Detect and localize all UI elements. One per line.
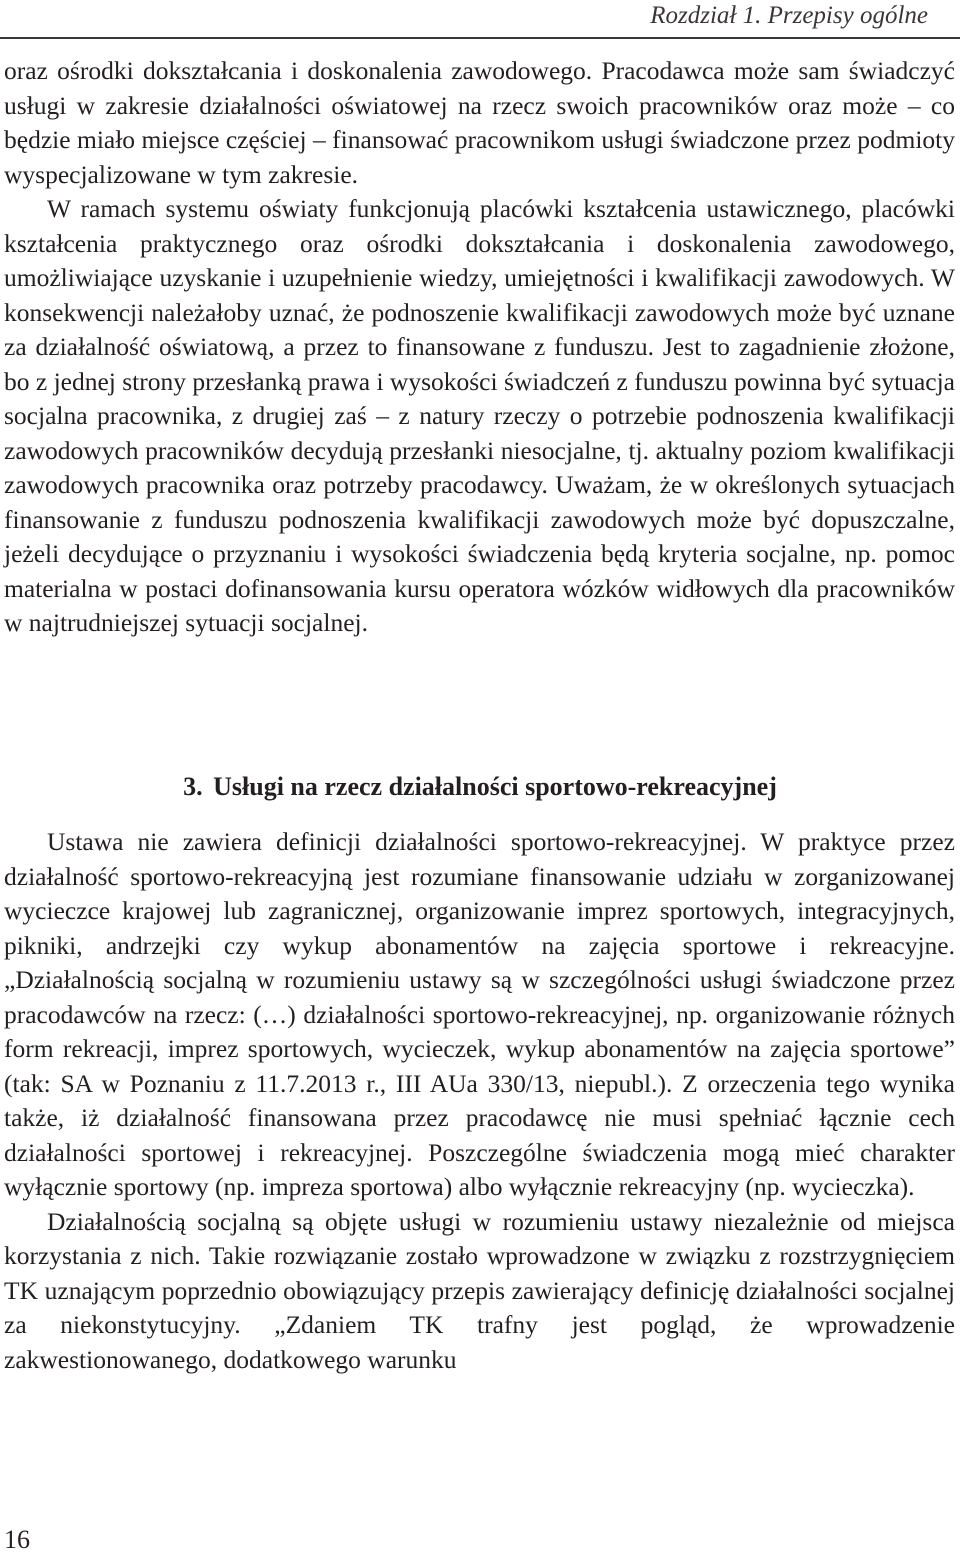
paragraph: Ustawa nie zawiera definicji działalności sportowo-rekreacyjnej. W praktyce przez działalność sportowo-rekreacyjną jest rozumiane finansowanie udziału w zorganizowanej wycieczce krajowej lub zagranicznej, organizowanie imprez sportowych, integracyjnych, pikniki, andrzejki czy wykup abonamentów na zajęcia sportowe i rekreacyjne. „Działalnością socjalną w rozumieniu ustawy są w szczególności usługi świadczone przez pracodawców na rzecz: (…) działalności sportowo-rekreacyjnej, np. organizowanie różnych form rekreacji, imprez sportowych, wycieczek, wykup abonamentów na zajęcia sportowe” (tak: SA w Poznaniu z 11.7.2013 r., III AUa 330/13, niepubl.). Z orzeczenia tego wynika także, iż działalność finansowana przez pracodawcę nie musi spełniać łącznie cech działalności sportowej i rekreacyjnej. Poszczególne świadczenia mogą mieć charakter wyłącznie sportowy (np. impreza sportowa) albo wyłącznie rekreacyjny (np. wycieczka). bbox=[4, 827, 955, 1201]
running-header: Rozdział 1. Przepisy ogólne bbox=[650, 2, 928, 29]
section-number: 3. bbox=[183, 772, 203, 801]
body-text-top bbox=[4, 54, 955, 641]
paragraph: oraz ośrodki dokształcania i doskonalenia zawodowego. Pracodawca może sam świadczyć usługi w zakresie działalności oświatowej na rzecz swoich pracowników oraz może – co będzie miało miejsce częściej – finansować pracownikom usługi świadczone przez podmioty wyspecjalizowane w tym zakresie. bbox=[4, 56, 955, 189]
paragraph: Działalnością socjalną są objęte usługi w rozumieniu ustawy niezależnie od miejsca korzystania z nich. Takie rozwiązanie zostało wprowadzone w związku z rozstrzygnięciem TK uznającym poprzednio obowiązujący przepis zawierający definicję działalności socjalnej za niekonstytucyjny. „Zdaniem TK trafny jest pogląd, że wprowadzenie zakwestionowanego, dodatkowego warunku bbox=[4, 1206, 955, 1374]
body-text-bottom bbox=[4, 825, 955, 1377]
section-title: Usługi na rzecz działalności sportowo-rekreacyjnej bbox=[213, 772, 777, 801]
header-rule bbox=[0, 37, 960, 39]
section-heading bbox=[0, 769, 960, 805]
page-number: 16 bbox=[4, 1525, 30, 1554]
paragraph: W ramach systemu oświaty funkcjonują placówki kształcenia ustawicznego, placówki kształcenia praktycznego oraz ośrodki dokształcania i doskonalenia zawodowego, umożliwiające uzyskanie i uzupełnienie wiedzy, umiejętności i kwalifikacji zawodowych. W konsekwencji należałoby uznać, że podnoszenie kwalifikacji zawodowych może być uznane za działalność oświatową, a przez to finansowane z funduszu. Jest to zagadnienie złożone, bo z jednej strony przesłanką prawa i wysokości świadczeń z funduszu powinna być sytuacja socjalna pracownika, z drugiej zaś – z natury rzeczy o potrzebie podnoszenia kwalifikacji zawodowych pracowników decydują przesłanki niesocjalne, tj. aktualny poziom kwalifikacji zawodowych pracownika oraz potrzeby pracodawcy. Uważam, że w określonych sytuacjach finansowanie z funduszu podnoszenia kwalifikacji zawodowych może być dopuszczalne, jeżeli decydujące o przyznaniu i wysokości świadczenia będą kryteria socjalne, np. pomoc materialna w postaci dofinansowania kursu operatora wózków widłowych dla pracowników w najtrudniejszej sytuacji socjalnej. bbox=[4, 194, 955, 637]
